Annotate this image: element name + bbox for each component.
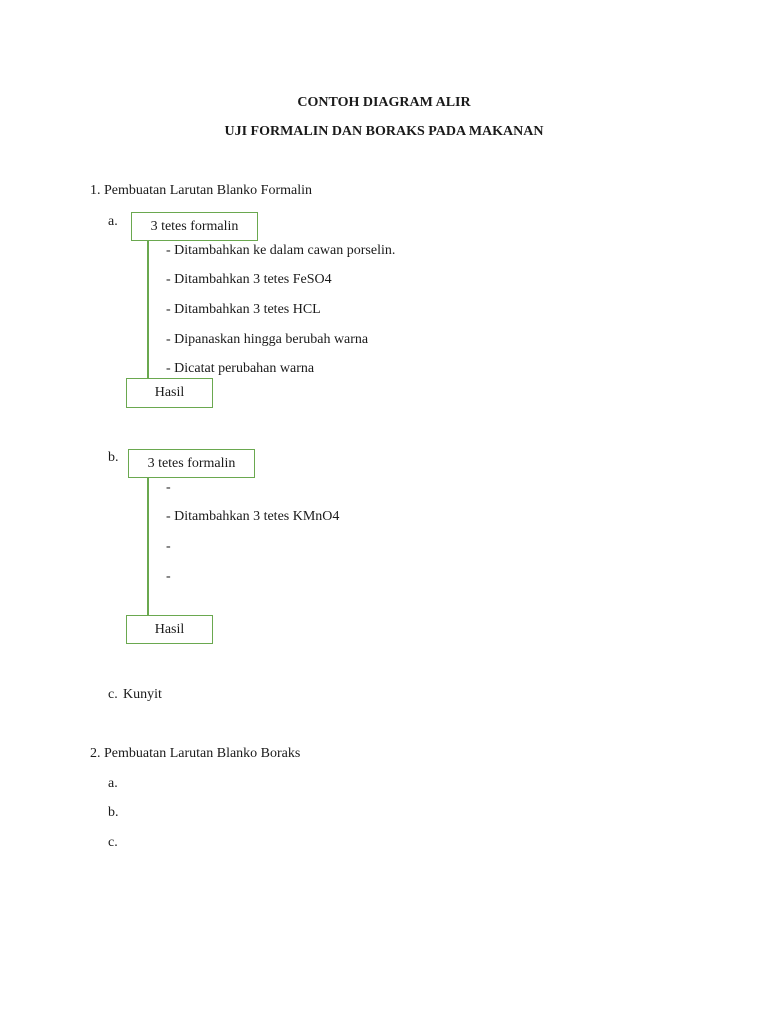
document-subtitle: UJI FORMALIN DAN BORAKS PADA MAKANAN bbox=[224, 124, 544, 139]
flow-a-connector bbox=[147, 241, 149, 378]
flow-b-connector bbox=[147, 478, 149, 615]
flow-a-end-label: Hasil bbox=[154, 385, 185, 400]
item-a-marker: a. bbox=[108, 214, 118, 229]
item-b-marker: b. bbox=[108, 450, 119, 465]
flow-b-start-label: 3 tetes formalin bbox=[147, 455, 236, 471]
flow-b-step: - bbox=[166, 480, 171, 495]
flow-b-step: - Ditambahkan 3 tetes KMnO4 bbox=[166, 509, 340, 524]
section-1-heading: 1. Pembuatan Larutan Blanko Formalin bbox=[90, 183, 313, 198]
flow-b-step: - bbox=[166, 539, 171, 554]
flow-b-end-label: Hasil bbox=[154, 621, 185, 637]
flow-a-step: - Ditambahkan 3 tetes FeSO4 bbox=[166, 272, 332, 287]
flow-a-start-label: 3 tetes formalin bbox=[150, 218, 239, 234]
flow-a-step: - Dicatat perubahan warna bbox=[166, 361, 315, 376]
flow-a-start-box bbox=[131, 212, 258, 241]
flow-b-step: - bbox=[166, 569, 171, 584]
flow-a-step: - Ditambahkan 3 tetes HCL bbox=[166, 302, 321, 317]
section-2-item-a: a. bbox=[108, 776, 118, 791]
section-2-item-c: c. bbox=[108, 835, 118, 850]
flow-a-step: - Dipanaskan hingga berubah warna bbox=[166, 332, 369, 347]
flow-a-step: - Ditambahkan ke dalam cawan porselin. bbox=[166, 243, 396, 258]
flow-b-start-box bbox=[128, 449, 255, 478]
document-title: CONTOH DIAGRAM ALIR bbox=[297, 95, 471, 110]
item-c-marker: c. bbox=[108, 687, 118, 702]
flow-a-end-box bbox=[126, 378, 213, 408]
section-2-heading: 2. Pembuatan Larutan Blanko Boraks bbox=[90, 746, 301, 761]
section-2-item-b: b. bbox=[108, 805, 119, 820]
flow-b-end-box bbox=[126, 615, 213, 644]
item-c-label: Kunyit bbox=[123, 687, 162, 702]
